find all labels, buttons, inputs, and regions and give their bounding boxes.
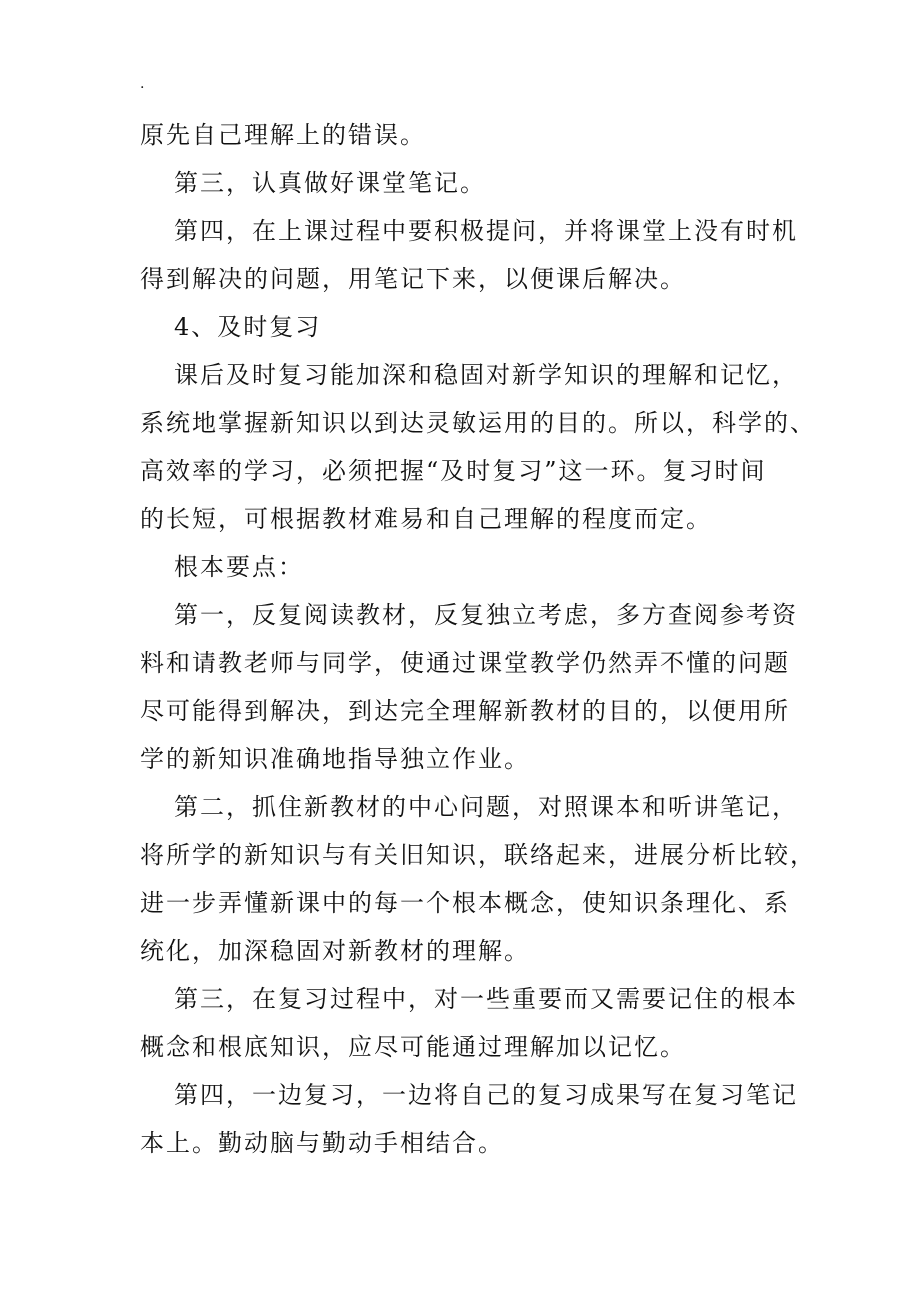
text-line-15: 第二，抓住新教材的中心问题，对照课本和听讲笔记， xyxy=(174,793,798,821)
text-line-18: 统化，加深稳固对新教材的理解。 xyxy=(140,937,530,965)
text-line-4: 得到解决的问题，用笔记下来，以便课后解决。 xyxy=(140,265,686,293)
text-line-13: 尽可能得到解决，到达完全理解新教材的目的，以便用所 xyxy=(140,697,790,725)
text-line-22: 本上。勤动脑与勤动手相结合。 xyxy=(140,1129,504,1157)
section-heading: 4、及时复习 xyxy=(174,313,322,341)
text-line-3: 第四，在上课过程中要积极提问，并将课堂上没有时机 xyxy=(174,217,798,245)
text-line-1: 原先自己理解上的错误。 xyxy=(140,121,426,149)
text-line-12: 料和请教老师与同学，使通过课堂教学仍然弄不懂的问题 xyxy=(140,649,790,677)
text-line-16: 将所学的新知识与有关旧知识，联络起来，进展分析比较， xyxy=(140,841,816,869)
text-line-20: 概念和根底知识，应尽可能通过理解加以记忆。 xyxy=(140,1033,686,1061)
text-line-9: 的长短，可根据教材难易和自己理解的程度而定。 xyxy=(140,505,712,533)
document-body xyxy=(140,111,816,1167)
text-line-21: 第四，一边复习，一边将自己的复习成果写在复习笔记 xyxy=(174,1081,798,1109)
text-line-2: 第三，认真做好课堂笔记。 xyxy=(174,169,486,197)
text-line-11: 第一，反复阅读教材，反复独立考虑，多方查阅参考资 xyxy=(174,601,798,629)
text-line-14: 学的新知识准确地指导独立作业。 xyxy=(140,745,530,773)
text-line-6: 课后及时复习能加深和稳固对新学知识的理解和记忆， xyxy=(174,361,798,389)
text-line-7: 系统地掌握新知识以到达灵敏运用的目的。所以，科学的、 xyxy=(140,409,816,437)
text-line-17: 进一步弄懂新课中的每一个根本概念，使知识条理化、系 xyxy=(140,889,790,917)
key-points-label: 根本要点： xyxy=(174,553,304,581)
text-line-19: 第三，在复习过程中，对一些重要而又需要记住的根本 xyxy=(174,985,798,1013)
text-line-8: 高效率的学习，必须把握“及时复习”这一环。复习时间 xyxy=(140,457,767,485)
page-marker: . xyxy=(140,76,145,92)
